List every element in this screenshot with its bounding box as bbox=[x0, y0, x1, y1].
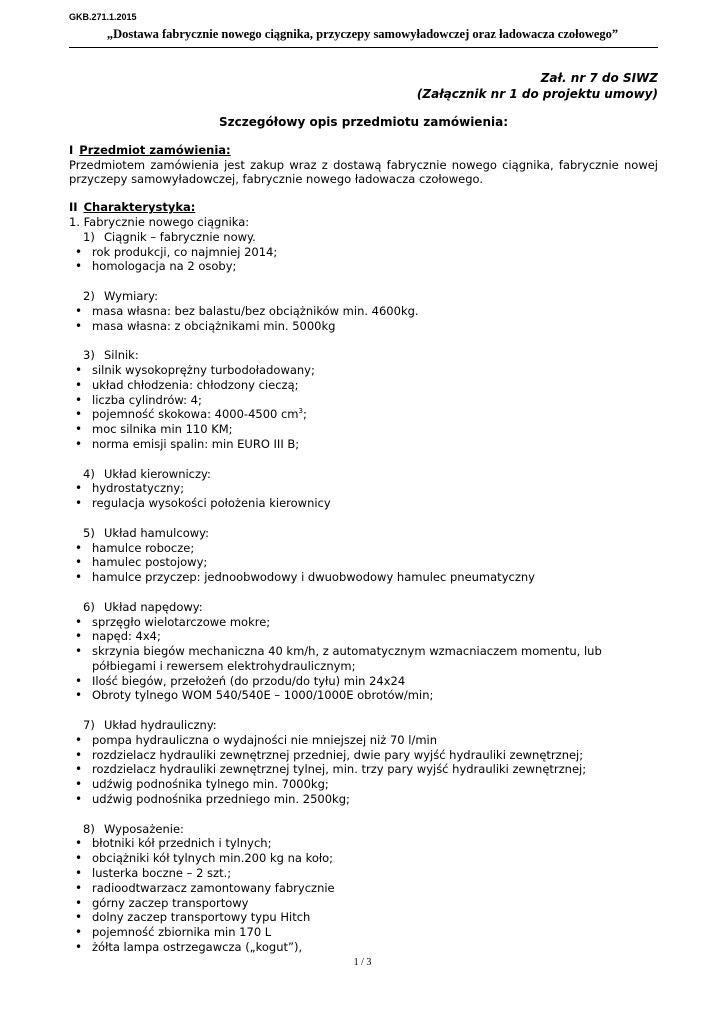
list-item-text: żółta lampa ostrzegawcza („kogut”), bbox=[92, 940, 303, 955]
list-item-text: silnik wysokoprężny turbodoładowany; bbox=[92, 362, 315, 377]
list-item bbox=[69, 748, 658, 763]
list-item bbox=[69, 896, 658, 911]
list-item-text: rok produkcji, co najmniej 2014; bbox=[92, 244, 278, 259]
list-item bbox=[69, 940, 658, 955]
list-item bbox=[69, 422, 658, 437]
spec-group-label: Układ kierowniczy: bbox=[104, 466, 211, 481]
spec-group-number: 4) bbox=[83, 466, 95, 481]
list-item-text: hamulce przyczep: jednoobwodowy i dwuobwodowy hamulec pneumatyczny bbox=[92, 570, 535, 585]
attachment-sublabel: (Załącznik nr 1 do projektu umowy) bbox=[416, 87, 658, 101]
section-title: Przedmiot zamówienia: bbox=[79, 142, 231, 157]
list-item bbox=[69, 866, 658, 881]
list-item bbox=[69, 541, 658, 556]
spec-group-title bbox=[69, 822, 658, 837]
list-item-text: dolny zaczep transportowy typu Hitch bbox=[92, 910, 311, 925]
spec-group-label: Ciągnik – fabrycznie nowy. bbox=[104, 229, 256, 244]
spec-group-number: 2) bbox=[83, 288, 95, 303]
spacer bbox=[69, 703, 658, 718]
document-code: GKB.271.1.2015 bbox=[69, 12, 137, 22]
document-header-title: „Dostawa fabrycznie nowego ciągnika, przyczepy samowyładowczej oraz ładowacza czołowego” bbox=[106, 27, 619, 41]
list-item-text: sprzęgło wielotarczowe mokre; bbox=[92, 614, 271, 629]
spec-group-label: Układ hamulcowy: bbox=[104, 525, 209, 540]
attachment-label: Zał. nr 7 do SIWZ bbox=[540, 71, 658, 85]
spec-group-label: Wymiary: bbox=[104, 288, 158, 303]
list-item bbox=[69, 792, 658, 807]
spec-group-number: 7) bbox=[83, 718, 95, 733]
list-item-heading: 1. Fabrycznie nowego ciągnika: bbox=[69, 214, 250, 229]
list-item bbox=[69, 851, 658, 866]
list-item-text: błotniki kół przednich i tylnych; bbox=[92, 836, 272, 851]
section-paragraph: Przedmiotem zamówienia jest zakup wraz z dostawą fabrycznie nowego ciągnika, fabrycznie nowej przyczepy samowyładowczej, fabrycznie nowego ładowacza czołowego. bbox=[69, 157, 658, 187]
spec-group-number: 8) bbox=[83, 821, 95, 836]
list-item bbox=[69, 674, 658, 689]
list-item-text: hamulec postojowy; bbox=[92, 555, 208, 570]
list-item-text: moc silnika min 110 KM; bbox=[92, 422, 233, 437]
section-number: II bbox=[69, 200, 78, 215]
list-item-text: układ chłodzenia: chłodzony cieczą; bbox=[92, 377, 299, 392]
list-item-text: Obroty tylnego WOM 540/540E – 1000/1000E obrotów/min; bbox=[92, 688, 434, 703]
spec-group-title bbox=[69, 600, 658, 615]
list-item-text: pojemność zbiornika min 170 L bbox=[92, 925, 272, 940]
spec-group-title bbox=[69, 289, 658, 304]
list-item-suffix: ; bbox=[302, 407, 307, 422]
list-item-text: liczba cylindrów: 4; bbox=[92, 392, 202, 407]
list-item-text: pojemność skokowa: 4000-4500 cm bbox=[92, 407, 299, 422]
page-number: 1 / 3 bbox=[353, 957, 372, 968]
list-item bbox=[69, 481, 658, 496]
list-item bbox=[69, 733, 658, 748]
list-item bbox=[69, 437, 658, 452]
list-item bbox=[69, 393, 658, 408]
section-heading bbox=[69, 143, 658, 158]
list-item-text: lusterka boczne – 2 szt.; bbox=[92, 866, 232, 881]
list-item-text: pompa hydrauliczna o wydajności nie mniejszej niż 70 l/min bbox=[92, 732, 438, 747]
list-item bbox=[69, 925, 658, 940]
list-item-text: hydrostatyczny; bbox=[92, 481, 185, 496]
list-item-text: hamulce robocze; bbox=[92, 540, 195, 555]
list-item bbox=[69, 407, 658, 422]
spacer bbox=[69, 274, 658, 289]
list-item-text: napęd: 4x4; bbox=[92, 629, 161, 644]
list-item bbox=[69, 378, 658, 393]
spec-group-number: 3) bbox=[83, 348, 95, 363]
list-item bbox=[69, 836, 658, 851]
list-item bbox=[69, 304, 658, 319]
spec-group-title bbox=[69, 230, 658, 245]
spacer bbox=[69, 585, 658, 600]
section-title: Charakterystyka: bbox=[83, 200, 196, 215]
list-item bbox=[69, 245, 658, 260]
spec-groups bbox=[69, 230, 658, 955]
spec-group-label: Silnik: bbox=[104, 348, 139, 363]
spec-group-label: Układ hydrauliczny: bbox=[104, 718, 217, 733]
list-item-text: homologacja na 2 osoby; bbox=[92, 259, 237, 274]
spec-group-label: Układ napędowy: bbox=[104, 599, 203, 614]
list-item-text: rozdzielacz hydrauliki zewnętrznej przedniej, dwie pary wyjść hydrauliki zewnętrznej; bbox=[92, 747, 584, 762]
spec-group-title bbox=[69, 718, 658, 733]
list-item bbox=[69, 881, 658, 896]
list-item-text: górny zaczep transportowy bbox=[92, 895, 249, 910]
superscript: 3 bbox=[298, 407, 303, 416]
list-item bbox=[69, 555, 658, 570]
list-item bbox=[69, 615, 658, 630]
list-item bbox=[69, 644, 658, 674]
spec-group-number: 5) bbox=[83, 525, 95, 540]
list-item bbox=[69, 363, 658, 378]
list-item-text: obciążniki kół tylnych min.200 kg na koło; bbox=[92, 851, 334, 866]
list-item bbox=[69, 496, 658, 511]
spec-group-title bbox=[69, 467, 658, 482]
list-item-text: rozdzielacz hydrauliki zewnętrznej tylnej, min. trzy pary wyjść hydrauliki zewnętrznej; bbox=[92, 762, 587, 777]
spacer bbox=[69, 452, 658, 467]
spec-group-number: 1) bbox=[83, 229, 95, 244]
list-item-text: Ilość biegów, przełożeń (do przodu/do tyłu) min 24x24 bbox=[92, 673, 406, 688]
list-item-text: udźwig podnośnika tylnego min. 7000kg; bbox=[92, 777, 329, 792]
spec-group-label: Wyposażenie: bbox=[104, 821, 184, 836]
list-item-text: masa własna: bez balastu/bez obciążników min. 4600kg. bbox=[92, 303, 419, 318]
list-item bbox=[69, 319, 658, 334]
list-item-text: radioodtwarzacz zamontowany fabrycznie bbox=[92, 880, 335, 895]
list-item-text: skrzynia biegów mechaniczna 40 km/h, z automatycznym wzmacniaczem momentu, lub półbiegami i rewersem elektrohydraulicznym; bbox=[92, 644, 602, 673]
list-item-text: udźwig podnośnika przedniego min. 2500kg; bbox=[92, 792, 350, 807]
list-item-text: regulacja wysokości położenia kierownicy bbox=[92, 496, 331, 511]
section-number: I bbox=[69, 142, 74, 157]
spacer bbox=[69, 333, 658, 348]
list-item bbox=[69, 777, 658, 792]
spec-group-title bbox=[69, 526, 658, 541]
list-item bbox=[69, 259, 658, 274]
list-item bbox=[69, 570, 658, 585]
header-divider bbox=[69, 47, 658, 48]
list-item bbox=[69, 688, 658, 703]
list-item bbox=[69, 910, 658, 925]
section-heading bbox=[69, 200, 658, 215]
spacer bbox=[69, 511, 658, 526]
list-item bbox=[69, 629, 658, 644]
document-body bbox=[69, 70, 658, 955]
spec-group-title bbox=[69, 348, 658, 363]
spec-group-number: 6) bbox=[83, 599, 95, 614]
list-item-text: masa własna: z obciążnikami min. 5000kg bbox=[92, 318, 336, 333]
spacer bbox=[69, 807, 658, 822]
list-item-text: norma emisji spalin: min EURO III B; bbox=[92, 436, 300, 451]
list-item bbox=[69, 762, 658, 777]
page-title: Szczegółowy opis przedmiotu zamówienia: bbox=[218, 115, 508, 129]
